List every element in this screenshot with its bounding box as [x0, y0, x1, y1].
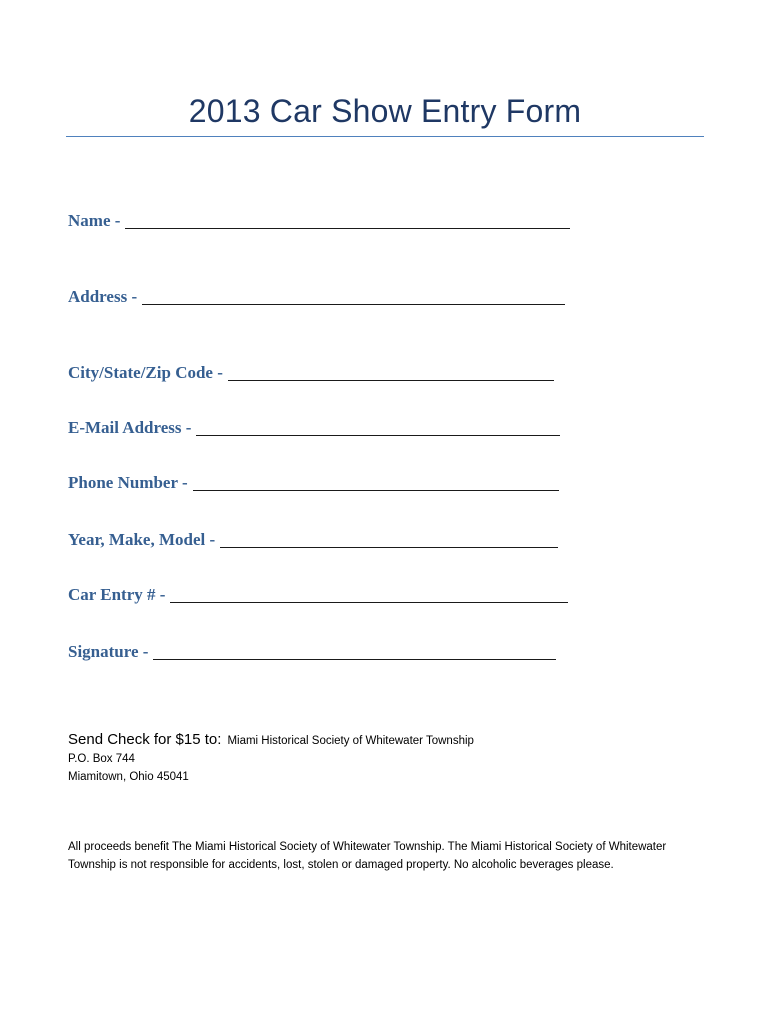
phone-blank-line[interactable]: [193, 490, 559, 491]
phone-field: [68, 471, 559, 493]
city-state-zip-blank-line[interactable]: [228, 380, 554, 381]
po-box-line: P.O. Box 744: [68, 753, 135, 765]
signature-label: Signature -: [68, 642, 149, 661]
email-field: [68, 416, 560, 438]
city-state-zip-field: [68, 361, 554, 383]
page-title: 2013 Car Show Entry Form: [188, 93, 582, 129]
address-field: [68, 285, 565, 307]
city-line: Miamitown, Ohio 45041: [68, 771, 189, 783]
car-entry-label: Car Entry # -: [68, 585, 166, 604]
address-blank-line[interactable]: [142, 304, 565, 305]
send-check-label: Send Check for $15 to:: [68, 731, 222, 748]
email-label: E-Mail Address -: [68, 418, 192, 437]
phone-label: Phone Number -: [68, 473, 188, 492]
car-entry-blank-line[interactable]: [170, 602, 568, 603]
signature-blank-line[interactable]: [153, 659, 556, 660]
name-blank-line[interactable]: [125, 228, 570, 229]
city-state-zip-label: City/State/Zip Code -: [68, 363, 223, 382]
year-make-model-blank-line[interactable]: [220, 547, 558, 548]
name-field: [68, 209, 570, 231]
year-make-model-label: Year, Make, Model -: [68, 530, 216, 549]
year-make-model-field: [68, 528, 558, 550]
email-blank-line[interactable]: [196, 435, 560, 436]
title-underline: [66, 136, 704, 137]
address-label: Address -: [68, 287, 138, 306]
signature-field: [68, 640, 556, 662]
organization-name: Miami Historical Society of Whitewater Township: [227, 735, 474, 747]
name-label: Name -: [68, 211, 121, 230]
car-entry-field: [68, 583, 568, 605]
disclaimer-text: All proceeds benefit The Miami Historical Society of Whitewater Township. The Miami Historical Society of Whitewater Township is not responsible for accidents, lost, stolen or damaged property. No alcoholic beverages please.: [68, 841, 667, 871]
payment-instructions: [68, 731, 474, 749]
